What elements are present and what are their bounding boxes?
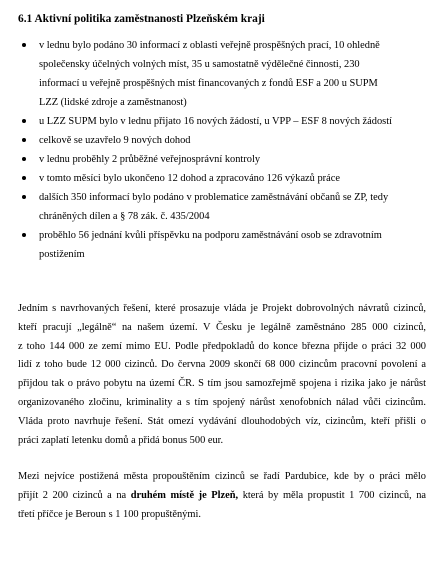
bullet-text	[39, 131, 434, 150]
bullet-line: dalších 350 informací bylo podáno v problematice zaměstnávání občanů se ZP, tedy	[39, 192, 389, 203]
paragraph-line: přijdou tak o právo pobytu na území ČR. S tím jsou samozřejmě spojena i rizika jako je nárůst	[18, 378, 426, 390]
paragraph-line: třetí příčce je Beroun s 1 100 propuštěnými.	[18, 508, 201, 520]
bullet-marker	[22, 157, 26, 161]
bullet-line: LZZ (lidské zdroje a zaměstnanost)	[39, 97, 187, 108]
bullet-text	[39, 112, 434, 131]
bullet-text	[39, 150, 434, 169]
bullet-marker	[22, 138, 26, 142]
paragraph-line	[18, 487, 426, 506]
bullet-text	[39, 36, 434, 112]
paragraph-line: lidí z toho bude 12 000 cizinců. Do června 2009 skončí 68 000 cizincům pracovní povolení a	[18, 359, 426, 371]
paragraph-line: práci zaplatí letenku domů a přidá bonus 500 eur.	[18, 434, 224, 446]
bullet-marker	[22, 233, 26, 237]
bullet-text	[39, 226, 434, 264]
paragraph-line: Vláda proto navrhuje řešení. Stát omezí vydávání dlouhodobých víz, cizincům, kteří přišli o	[18, 415, 426, 427]
section-heading: 6.1 Aktivní politika zaměstnanosti Plzeňském kraji	[18, 13, 265, 25]
bullet-line: postižením	[39, 249, 85, 260]
paragraph-affected-cities	[18, 468, 426, 524]
bullet-line: v lednu bylo podáno 30 informací z oblasti veřejně prospěšných prací, 10 ohledně	[39, 40, 380, 51]
bullet-line: chráněných dílen a § 78 zák. č. 435/2004	[39, 211, 210, 222]
bullet-marker	[22, 195, 26, 199]
paragraph-line: Jedním s navrhovaných řešení, které prosazuje vláda je Projekt dobrovolných návratů cizinců,	[18, 303, 426, 314]
bullet-line: společensky účelných volných míst, 35 u samostatně výdělečné činnosti, 230	[39, 59, 360, 70]
text-run: která by měla propustit 1 700 cizinců, na	[238, 489, 427, 501]
paragraph-voluntary-returns	[18, 300, 426, 450]
paragraph-line: z toho 144 000 ze zemí mimo EU. Podle předpokladů do konce března přijde o práci 32 000	[18, 340, 426, 352]
bullet-marker	[22, 43, 26, 47]
bullet-line: u LZZ SUPM bylo v lednu přijato 16 nových žádostí, u VPP – ESF 8 nových žádostí	[39, 116, 392, 127]
bullet-line: v lednu proběhly 2 průběžné veřejnosprávní kontroly	[39, 154, 261, 165]
bullet-line: proběhlo 56 jednání kvůli příspěvku na podporu zaměstnávání osob se zdravotním	[39, 230, 382, 241]
bullet-text	[39, 169, 434, 188]
bullet-marker	[22, 176, 26, 180]
bullet-marker	[22, 119, 26, 123]
paragraph-line: Mezi nejvíce postižená města propouštěním cizinců se řadí Pardubice, kde by o práci mělo	[18, 471, 426, 482]
bullet-text	[39, 188, 434, 226]
emphasis-plzen: druhém místě je Plzeň,	[130, 489, 239, 501]
paragraph-line: organizovaného zločinu, kriminality a s tím spojený nárůst xenofobních nálad vůči cizincům.	[18, 396, 426, 408]
paragraph-line: kteří pracují „legálně“ na našem území. V Česku je legálně zaměstnáno 285 000 cizinců,	[18, 321, 426, 333]
bullet-line: v tomto měsíci bylo ukončeno 12 dohod a zpracováno 126 výkazů práce	[39, 173, 340, 184]
text-run: přijít 2 200 cizinců a na	[18, 489, 131, 501]
bullet-line: informací u veřejně prospěšných míst financovaných z fondů ESF a 200 u SUPM	[39, 78, 378, 89]
bullet-line: celkově se uzavřelo 9 nových dohod	[39, 135, 191, 146]
